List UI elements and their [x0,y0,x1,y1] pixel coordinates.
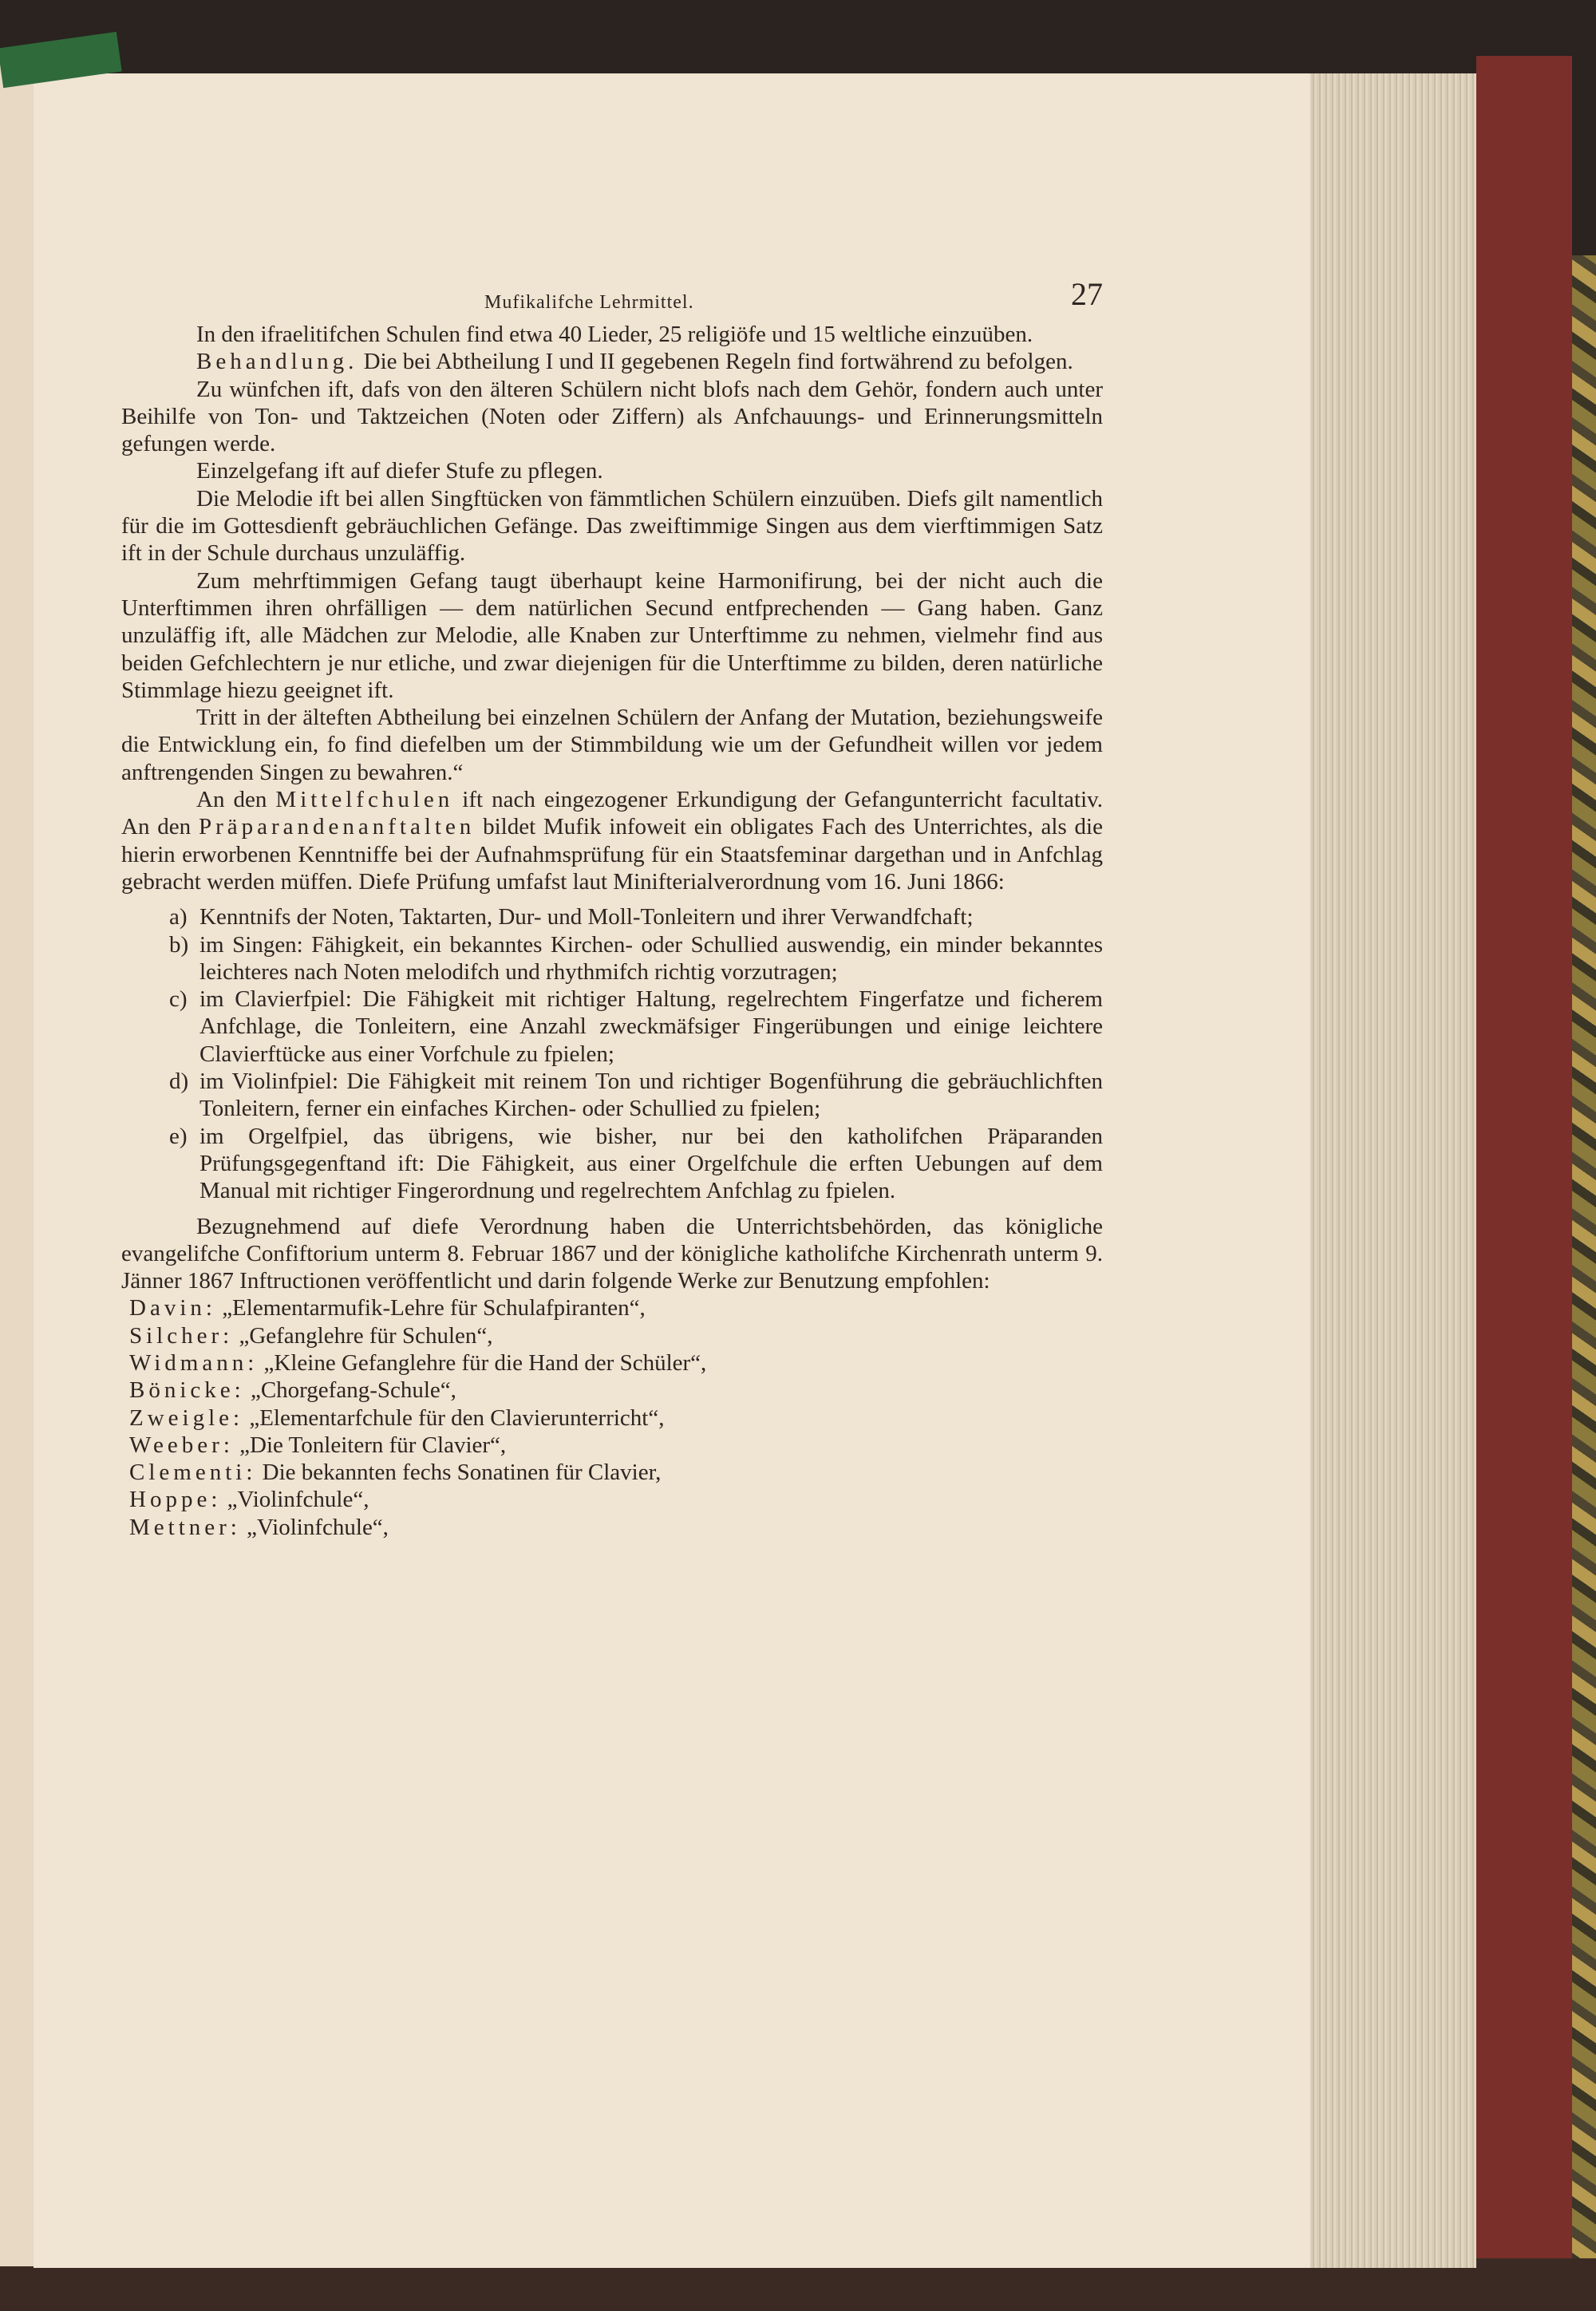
list-item: Hoppe: „Violinfchule“, [129,1487,369,1513]
paragraph: Die Melodie ift bei allen Singftücken von fämmtlichen Schülern einzuüben. Diefs gilt namentlich für die im Gottesdienft gebräuchlichen Gefänge. Das zweiftimmige Singen aus dem vierftimmigen Satz ift in der Schule durchaus unzuläffig. [121,485,1103,567]
list-item: c) im Clavierfpiel: Die Fähigkeit mit richtiger Haltung, regelrechtem Fingerfatze und ficherem Anfchlage, die Tonleitern, eine Anzahl zweckmäfsiger Fingerübungen und einige leichtere Clavierftücke aus einer Vorfchule zu fpielen; [169,986,1103,1067]
recommended-works-list [129,1294,1103,1541]
list-item: Mettner: „Violinfchule“, [129,1514,389,1540]
paragraph: Zum mehrftimmigen Gefang taugt überhaupt keine Harmonifirung, bei der nicht auch die Unterftimmen ihren ohrfälligen — dem natürlichen Secund entfprechenden — Gang haben. Ganz unzuläffig ift, alle Mädchen zur Melodie, alle Knaben zur Unterftimme zu nehmen, vielmehr find aus beiden Gefchlechtern je nur etliche, und zwar diejenigen für die Unterftimme zu bilden, deren natürliche Stimmlage hiezu geeignet ift. [121,567,1103,703]
list-item: e) im Orgelfpiel, das übrigens, wie bisher, nur bei den katholifchen Präparanden Prüfungsgegenftand ift: Die Fähigkeit, aus einer Orgelfchule die erften Uebungen auf dem Manual mit richtiger Fingerordnung und regelrechtem Anfchlag zu fpielen. [169,1123,1103,1204]
list-item: b) im Singen: Fähigkeit, ein bekanntes Kirchen- oder Schullied auswendig, ein minder bekanntes leichteres nach Noten melodifch und rhythmifch richtig vorzutragen; [169,931,1103,985]
running-header [121,276,1103,321]
paragraph: Behandlung. Die bei Abtheilung I und II gegebenen Regeln find fortwährend zu befolgen. [196,349,1073,375]
book-spine-cloth [1476,56,1572,2282]
facing-page-edge [0,64,34,2266]
page-number: 27 [1071,276,1103,312]
list-item: d) im Violinfpiel: Die Fähigkeit mit reinem Ton und richtiger Bogenführung die gebräuchlichften Tonleitern, ferner ein einfaches Kirchen- oder Schullied zu fpielen; [169,1069,1103,1122]
list-item: Bönicke: „Chorgefang-Schule“, [129,1377,456,1404]
list-item: Davin: „Elementarmufik-Lehre für Schulafpiranten“, [129,1295,646,1321]
list-item: a) Kenntnifs der Noten, Taktarten, Dur- und Moll-Tonleitern und ihrer Verwandfchaft; [169,904,974,930]
paragraph: Einzelgefang ift auf diefer Stufe zu pflegen. [196,458,603,484]
page-text [121,276,1104,1541]
page-block-edges [1310,73,1476,2268]
exam-requirements-list [121,903,1103,1204]
list-item: Weeber: „Die Tonleitern für Clavier“, [129,1432,507,1458]
header-title: Mufikalifche Lehrmittel. [484,292,694,313]
paragraph-mittelschulen: An den Mittelfchulen ift nach eingezogener Erkundigung der Gefangunterricht facultativ. An den Präparandenanftalten bildet Mufik infoweit ein obligates Fach des Unterrichtes, als die hierin erworbenen Kenntniffe bei der Aufnahmsprüfung für ein Staatsfeminar dargethan und in Anfchlag gebracht werden müffen. Diefe Prüfung umfafst laut Minifterialverordnung vom 16. Juni 1866: [121,787,1104,895]
paragraph-bezugnehmend: Bezugnehmend auf diefe Verordnung haben die Unterrichtsbehörden, das königliche evangelifche Confiftorium unterm 8. Februar 1867 und der königliche katholifche Kirchenrath unterm 9. Jänner 1867 Inftructionen veröffentlicht und darin folgende Werke zur Benutzung empfohlen: [121,1213,1103,1294]
list-item: Zweigle: „Elementarfchule für den Clavierunterricht“, [129,1404,665,1431]
list-item: Silcher: „Gefanglehre für Schulen“, [129,1322,493,1349]
paragraph: In den ifraelitifchen Schulen find etwa 40 Lieder, 25 religiöfe und 15 weltliche einzuüben. [196,322,1033,347]
paragraph: Tritt in der älteften Abtheilung bei einzelnen Schülern der Anfang der Mutation, beziehungsweife die Entwicklung ein, fo find diefelben um der Stimmbildung wie um der Gefundheit willen vor jedem anftrengenden Singen zu bewahren.“ [121,705,1103,785]
list-item: Clementi: Die bekannten fechs Sonatinen für Clavier, [129,1460,662,1486]
list-item: Widmann: „Kleine Gefanglehre für die Hand der Schüler“, [129,1349,707,1376]
paragraph: Zu wünfchen ift, dafs von den älteren Schülern nicht blofs nach dem Gehör, fondern auch unter Beihilfe von Ton- und Taktzeichen (Noten oder Ziffern) als Anfchauungs- und Erinnerungsmitteln gefungen werde. [121,376,1103,457]
